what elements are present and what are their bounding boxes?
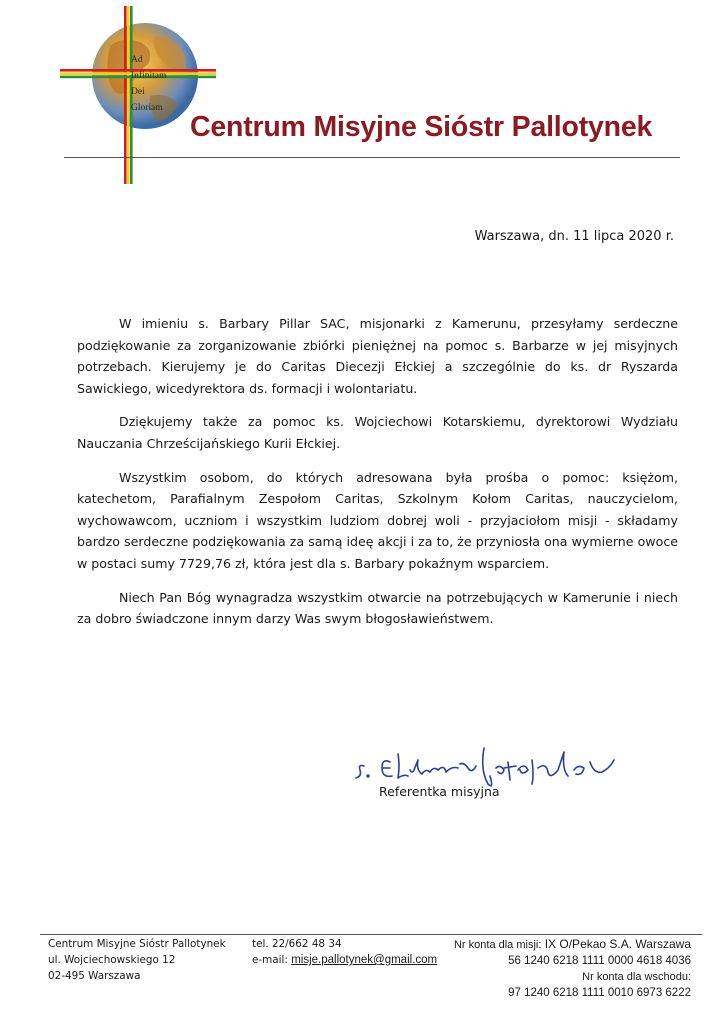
organization-title: Centrum Misyjne Sióstr Pallotynek bbox=[190, 111, 653, 143]
footer-bank-accounts bbox=[454, 936, 691, 1001]
east-account-label: Nr konta dla wschodu: bbox=[582, 971, 691, 983]
signature-role: Referentka misyjna bbox=[379, 784, 500, 799]
letter-body bbox=[77, 313, 678, 642]
footer-address bbox=[48, 936, 226, 984]
mission-account-label: Nr konta dla misji: bbox=[453, 939, 542, 951]
email-link[interactable]: misje.pallotynek@gmail.com bbox=[291, 954, 438, 966]
motto-line: Ad bbox=[131, 55, 143, 65]
phone-number: tel. 22/662 48 34 bbox=[252, 938, 342, 950]
mission-account-number: 56 1240 6218 1111 0000 4618 4036 bbox=[508, 955, 691, 967]
email-row bbox=[252, 952, 437, 968]
motto bbox=[131, 52, 166, 116]
address-line: Centrum Misyjne Sióstr Pallotynek bbox=[48, 938, 226, 950]
footer-divider bbox=[40, 934, 702, 935]
address-line: ul. Wojciechowskiego 12 bbox=[48, 954, 176, 966]
east-account-number: 97 1240 6218 1111 0010 6973 6222 bbox=[508, 987, 691, 999]
bank-name: IX O/Pekao S.A. Warszawa bbox=[544, 937, 691, 951]
motto-line: Gloriam bbox=[131, 103, 163, 113]
letter-paragraph: Wszystkim osobom, do których adresowana była prośba o pomoc: księżom, katechetom, Parafialnym Zespołom Caritas, Szkolnym Kołom Caritas, nauczycielom, wychowawcom, uczniom i wszystkim ludziom dobrej woli - przyjaciołom misji - składamy bardzo serdeczne podziękowania za samą ideę akcji i za to, że przyniosła ona wymierne owoce w postaci sumy 7729,76 zł, która jest dla s. Barbary pokaźnym wsparciem. bbox=[77, 469, 678, 571]
email-label: e-mail: bbox=[252, 954, 288, 966]
motto-line: Infinitam bbox=[131, 71, 167, 81]
header-divider bbox=[64, 157, 680, 158]
letter-paragraph: Niech Pan Bóg wynagradza wszystkim otwarcie na potrzebujących w Kamerunie i niech za dobro świadczone innym darzy Was swym błogosławieństwem. bbox=[77, 589, 678, 627]
letter-paragraph: W imieniu s. Barbary Pillar SAC, misjonarki z Kamerunu, przesyłamy serdeczne podziękowanie za zorganizowanie zbiórki pieniężnej na pomoc s. Barbarze w jej misyjnych potrzebach. Kierujemy je do Caritas Diecezji Ełckiej a szczególnie do ks. dr Ryszarda Sawickiego, wicedyrektora ds. formacji i wolontariatu. bbox=[77, 316, 678, 396]
address-line: 02-495 Warszawa bbox=[48, 970, 141, 982]
footer-contact bbox=[252, 936, 437, 968]
motto-line: Dei bbox=[131, 87, 145, 97]
mission-account-row bbox=[454, 936, 691, 953]
letter-date: Warszawa, dn. 11 lipca 2020 r. bbox=[474, 229, 674, 244]
letter-paragraph: Dziękujemy także za pomoc ks. Wojciechowi Kotarskiemu, dyrektorowi Wydziału Nauczania Chrześcijańskiego Kurii Ełckiej. bbox=[77, 414, 678, 451]
